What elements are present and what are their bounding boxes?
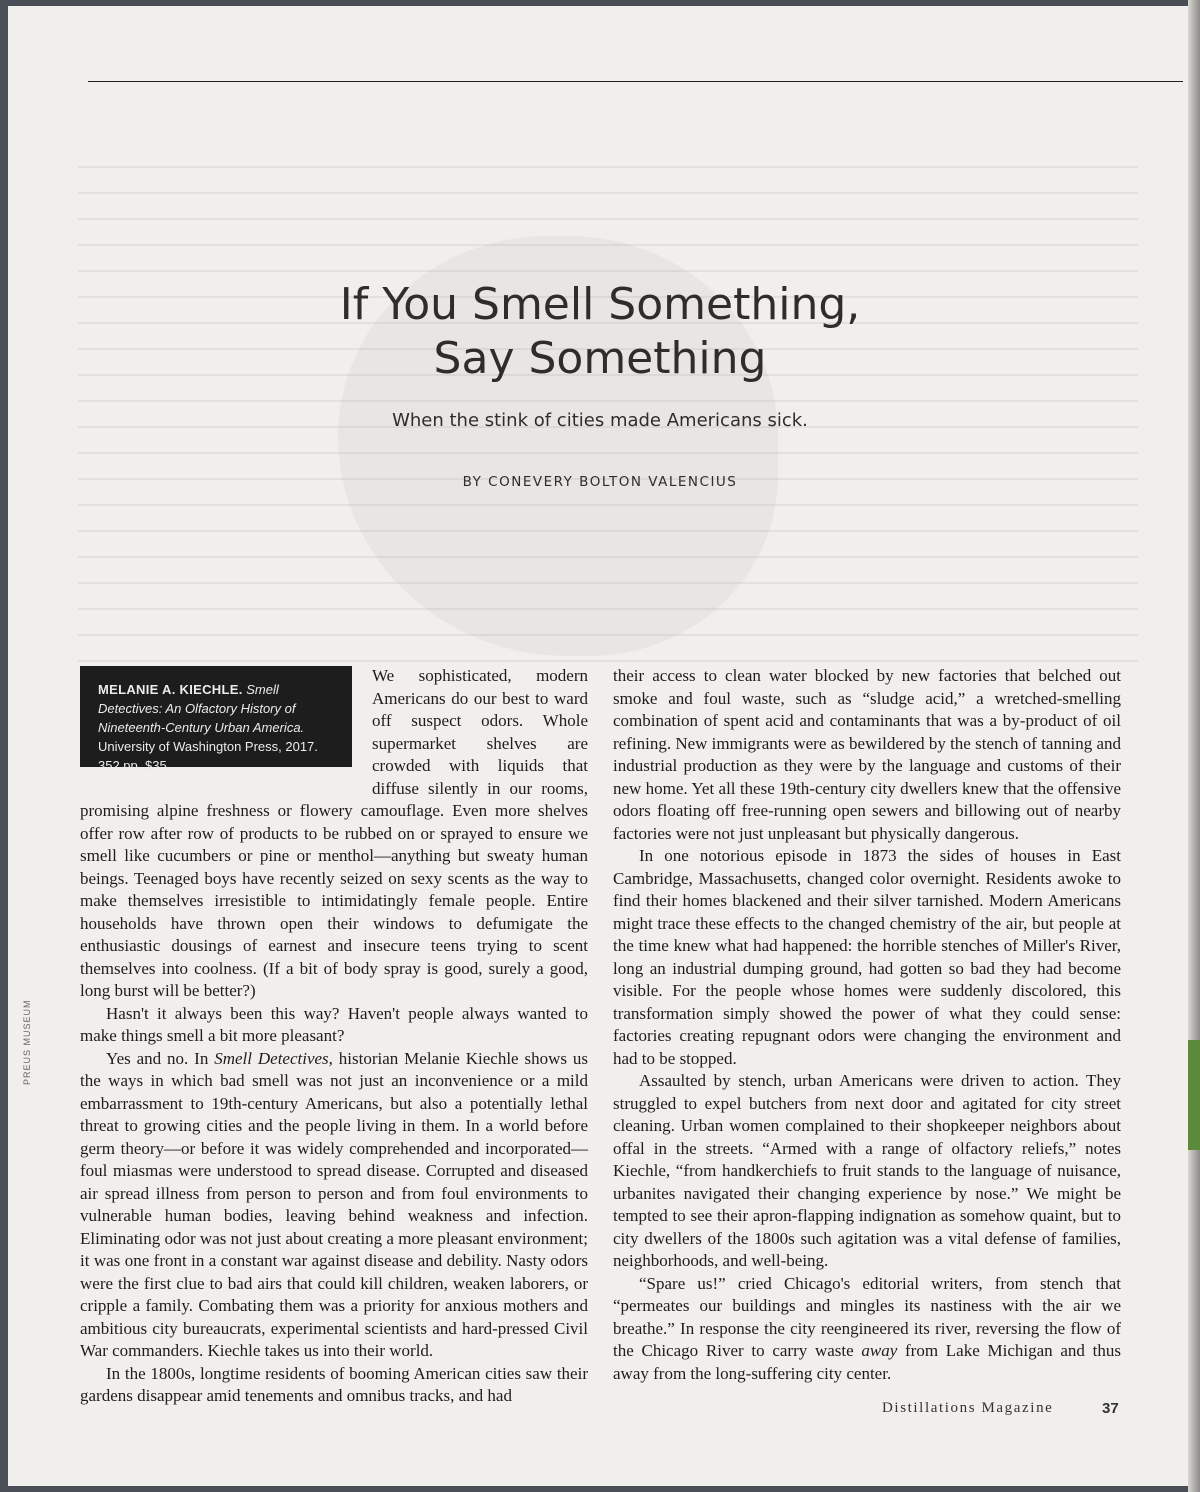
paragraph: In one notorious episode in 1873 the sides of houses in East Cambridge, Massachusetts, changed color overnight. Residents awoke to find their homes blackened and their silver tarnished. Modern Americans might trace these effects to the changed chemistry of the air, but people at the time knew what had happened: the horrible stenches of Miller's River, long an industrial dumping ground, had gotten so bad they had become visible. For the people whose homes were suddenly discolored, this transformation simply showed the power of what they could sense: factories creating repugnant odors were changing the environment and had to be stopped. xyxy=(613,846,1121,1068)
magazine-name: Distillations Magazine xyxy=(882,1400,1054,1416)
paragraph-text: Yes and no. In xyxy=(106,1048,215,1068)
paragraph: Hasn't it always been this way? Haven't people always wanted to make things smell a bit more pleasant? xyxy=(80,1003,588,1045)
article-subtitle: When the stink of cities made Americans sick. xyxy=(392,410,808,431)
title-line-2: Say Something xyxy=(433,333,767,384)
byline: BY CONEVERY BOLTON VALENCIUS xyxy=(462,474,738,490)
paragraph-text: from Lake Michigan and thus away from the long-suffering city center. xyxy=(613,1341,1121,1383)
title-line-1: If You Smell Something, xyxy=(339,279,861,330)
right-column xyxy=(613,665,1121,1385)
book-title-inline: Smell Detectives xyxy=(214,1048,329,1068)
image-credit: PREUS MUSEUM xyxy=(22,999,32,1085)
paragraph: We sophisticated, modern Americans do our best to ward off suspect odors. Whole supermarket shelves are crowded with liquids that diffuse silently in our rooms, promising alpine freshness or flowery camouflage. Even more shelves offer row after row of products to be rubbed on or sprayed to ensure we smell like cucumbers or pine or menthol—anything but sweaty human beings. Teenaged boys have recently seized on sexy scents as the way to make themselves irresistible to intimidatingly female people. Entire households have thrown open their windows to defumigate the enthusiastic dousings of earnest and insecure teens trying to scent themselves into coolness. (If a bit of body spray is good, surely a good, long burst will be better?) xyxy=(80,666,588,1000)
paragraph-text: , historian Melanie Kiechle shows us the ways in which bad smell was not just an inconvenience or a mild embarrassment to 19th-century Americans, but also a potentially lethal threat to growing cities and the people living in them. In a world before germ theory—or before it was widely comprehended and incorporated—foul miasmas were understood to spread disease. Corrupted and diseased air spread illness from person to person and from foul environments to vulnerable human bodies, leaving behind weakness and infection. Eliminating odor was not just about creating a more pleasant environment; it was one front in a constant war against disease and debility. Nasty odors were the first clue to bad airs that could kill children, weaken laborers, or cripple a family. Combating them was a priority for anxious mothers and ambitious city bureaucrats, experimental scientists and hard-pressed Civil War commanders. Kiechle takes us into their world. xyxy=(80,1048,588,1360)
book-publisher: University of Washington Press, 2017. 352 pp. $35. xyxy=(98,739,318,773)
book-author: MELANIE A. KIECHLE. xyxy=(98,682,243,697)
book-title: Smell Detectives: An Olfactory History of Nineteenth-Century Urban America. xyxy=(98,682,305,735)
paragraph: In the 1800s, longtime residents of booming American cities saw their gardens disappear amid tenements and omnibus tracks, and had xyxy=(80,1363,588,1405)
book-info-box xyxy=(80,666,352,773)
paragraph xyxy=(613,1273,1121,1386)
paragraph: their access to clean water blocked by new factories that belched out smoke and foul waste, such as “sludge acid,” a wretched-smelling combination of spent acid and contaminants that was a by-product of oil refining. New immigrants were as bewildered by the stench of tanning and industrial production as they were by the language and customs of their new home. Yet all these 19th-century city dwellers knew that the offensive odors floating off free-running open sewers and billowing out of nearby factories were not just unpleasant but physically dangerous. xyxy=(613,666,1121,843)
paragraph xyxy=(80,1048,588,1363)
left-column xyxy=(80,665,588,1408)
page-number: 37 xyxy=(1102,1400,1119,1417)
paragraph: Assaulted by stench, urban Americans were driven to action. They struggled to expel butchers from next door and agitated for city street cleaning. Urban women complained to their shopkeeper neighbors about offal in the streets. “Armed with a range of olfactory reliefs,” notes Kiechle, “from handkerchiefs to fruit stands to the language of nuisance, urbanites navigated their changing experience by nose.” We might be tempted to see their apron-flapping indignation as somehow quaint, but to city dwellers of the 1800s such agitation was a vital defense of families, neighborhoods, and well-being. xyxy=(613,1071,1121,1270)
paragraph-text: “Spare us!” cried Chicago's editorial writers, from stench that “permeates our buildings and mingles its nastiness with the air we breathe.” In response the city reengineered its river, reversing the flow of the Chicago River to carry waste xyxy=(613,1273,1121,1360)
emphasis: away xyxy=(861,1341,898,1360)
article-title xyxy=(0,278,1200,386)
section-tab xyxy=(1188,1040,1200,1150)
header-rule xyxy=(88,81,1183,82)
page-edge xyxy=(1188,0,1200,1492)
